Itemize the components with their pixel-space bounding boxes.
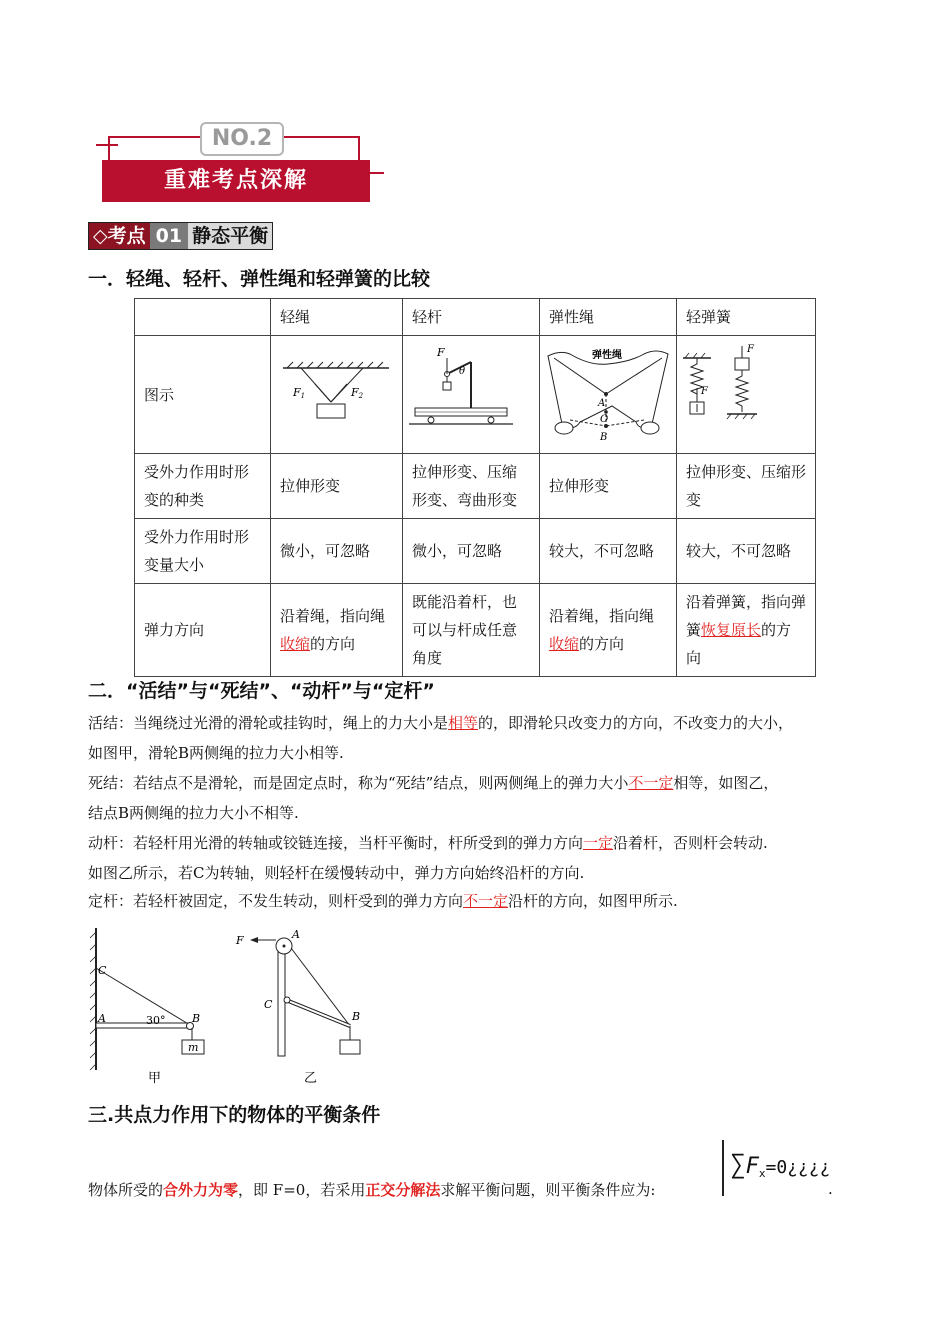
equilibrium-text: 物体所受的合外力为零，即 F=0，若采用正交分解法求解平衡问题，则平衡条件应为: bbox=[88, 1181, 656, 1199]
table-row bbox=[135, 454, 816, 519]
cell: 沿着弹簧，指向弹簧恢复原长的方向 bbox=[676, 584, 815, 677]
cell: 拉伸形变、压缩形变、弯曲形变 bbox=[402, 454, 539, 519]
svg-text:O: O bbox=[599, 414, 609, 425]
fig-light-spring bbox=[676, 336, 815, 454]
row-label: 受外力作用时形变量大小 bbox=[135, 519, 271, 584]
banner-line-top-right bbox=[282, 136, 360, 138]
tag-label: ◇考点 bbox=[89, 223, 150, 249]
svg-text:F: F bbox=[700, 386, 708, 397]
cell: 沿着绳，指向绳收缩的方向 bbox=[271, 584, 403, 677]
banner-line-top bbox=[108, 136, 200, 138]
knot-rod-figures bbox=[86, 922, 386, 1090]
cell: 微小，可忽略 bbox=[271, 519, 403, 584]
banner-line-right bbox=[358, 136, 360, 160]
row-label: 弹力方向 bbox=[135, 584, 271, 677]
svg-text:30°: 30° bbox=[146, 1014, 166, 1027]
tag-number: 01 bbox=[150, 223, 188, 249]
svg-text:B: B bbox=[192, 1012, 201, 1025]
svg-text:F1: F1 bbox=[293, 386, 306, 400]
banner-line-right-tick bbox=[370, 172, 384, 174]
svg-text:A: A bbox=[292, 928, 300, 941]
svg-text:A: A bbox=[98, 1012, 106, 1025]
blank-answer: 恢复原长 bbox=[701, 621, 762, 639]
light-rod-diagram bbox=[403, 340, 539, 440]
section3-heading: 三.共点力作用下的物体的平衡条件 bbox=[88, 1104, 381, 1126]
row-label: 受外力作用时形变的种类 bbox=[135, 454, 271, 519]
table-row bbox=[135, 519, 816, 584]
header-cell: 轻杆 bbox=[402, 299, 539, 336]
svg-text:F: F bbox=[236, 934, 244, 947]
cell: 微小，可忽略 bbox=[402, 519, 539, 584]
svg-text:弹性绳: 弹性绳 bbox=[591, 350, 622, 361]
header-cell bbox=[135, 299, 271, 336]
section2-heading: 二．“活结”与“死结”、“动杆”与“定杆” bbox=[88, 680, 435, 702]
svg-text:乙: 乙 bbox=[304, 1071, 318, 1086]
light-rope-diagram bbox=[271, 340, 401, 440]
banner-line-left-tick bbox=[96, 144, 118, 146]
svg-text:F2: F2 bbox=[351, 386, 364, 400]
svg-text:A: A bbox=[597, 398, 606, 409]
svg-text:甲: 甲 bbox=[148, 1071, 162, 1086]
topic-tag bbox=[88, 222, 273, 250]
svg-text:B: B bbox=[352, 1010, 361, 1023]
svg-text:F: F bbox=[746, 344, 754, 355]
header-cell: 弹性绳 bbox=[539, 299, 676, 336]
formula-end: . bbox=[828, 1180, 833, 1198]
tag-title: 静态平衡 bbox=[188, 223, 272, 249]
blank-answer: 收缩 bbox=[280, 635, 311, 653]
paragraph-huojie: 活结：当绳绕过光滑的滑轮或挂钩时，绳上的力大小是相等的，即滑轮只改变力的方向，不改变力的大小， 如图甲，滑轮B两侧绳的拉力大小相等. bbox=[88, 714, 794, 762]
fig-light-rod bbox=[402, 336, 539, 454]
fig-light-rope bbox=[271, 336, 403, 454]
banner-title: 重难考点深解 bbox=[102, 160, 370, 202]
elastic-rope-diagram bbox=[540, 336, 676, 444]
blank-answer: 收缩 bbox=[548, 635, 579, 653]
cell: 拉伸形变、压缩形变 bbox=[676, 454, 815, 519]
svg-text:C: C bbox=[98, 964, 107, 977]
table-header-row bbox=[135, 299, 816, 336]
light-spring-diagram bbox=[677, 340, 815, 440]
cell: 较大，不可忽略 bbox=[676, 519, 815, 584]
svg-text:θ: θ bbox=[458, 366, 466, 377]
table-row bbox=[135, 336, 816, 454]
svg-text:m: m bbox=[188, 1041, 199, 1054]
banner-number: NO.2 bbox=[200, 122, 284, 156]
paragraph-dinggan: 定杆：若轻杆被固定，不发生转动，则杆受到的弹力方向不一定沿杆的方向，如图甲所示. bbox=[88, 892, 678, 910]
cell: 既能沿着杆，也可以与杆成任意角度 bbox=[402, 584, 539, 677]
cell: 拉伸形变 bbox=[271, 454, 403, 519]
header-cell: 轻弹簧 bbox=[676, 299, 815, 336]
header-cell: 轻绳 bbox=[271, 299, 403, 336]
equilibrium-formula: $\sum F_x=0¿¿¿¿$ bbox=[730, 1150, 831, 1181]
banner-line-left bbox=[108, 136, 110, 160]
svg-text:F: F bbox=[436, 346, 445, 359]
svg-text:B: B bbox=[599, 432, 608, 443]
paragraph-donggan: 动杆：若轻杆用光滑的转轴或铰链连接，当杆平衡时，杆所受到的弹力方向一定沿着杆，否则杆会转动. 如图乙所示，若C为转轴，则轻杆在缓慢转动中，弹力方向始终沿杆的方向. bbox=[88, 834, 768, 882]
comparison-table bbox=[134, 298, 816, 677]
cell: 沿着绳，指向绳收缩的方向 bbox=[539, 584, 676, 677]
formula-brace bbox=[722, 1140, 724, 1196]
svg-text:C: C bbox=[264, 998, 273, 1011]
paragraph-sijie: 死结：若结点不是滑轮，而是固定点时，称为“死结”结点，则两侧绳上的弹力大小不一定相等，如图乙， 结点B两侧绳的拉力大小不相等. bbox=[88, 774, 779, 822]
cell: 拉伸形变 bbox=[539, 454, 676, 519]
cell: 较大，不可忽略 bbox=[539, 519, 676, 584]
row-label: 图示 bbox=[135, 336, 271, 454]
fig-elastic-rope bbox=[539, 336, 676, 454]
table-row bbox=[135, 584, 816, 677]
section1-heading: 一．轻绳、轻杆、弹性绳和轻弹簧的比较 bbox=[88, 268, 431, 290]
